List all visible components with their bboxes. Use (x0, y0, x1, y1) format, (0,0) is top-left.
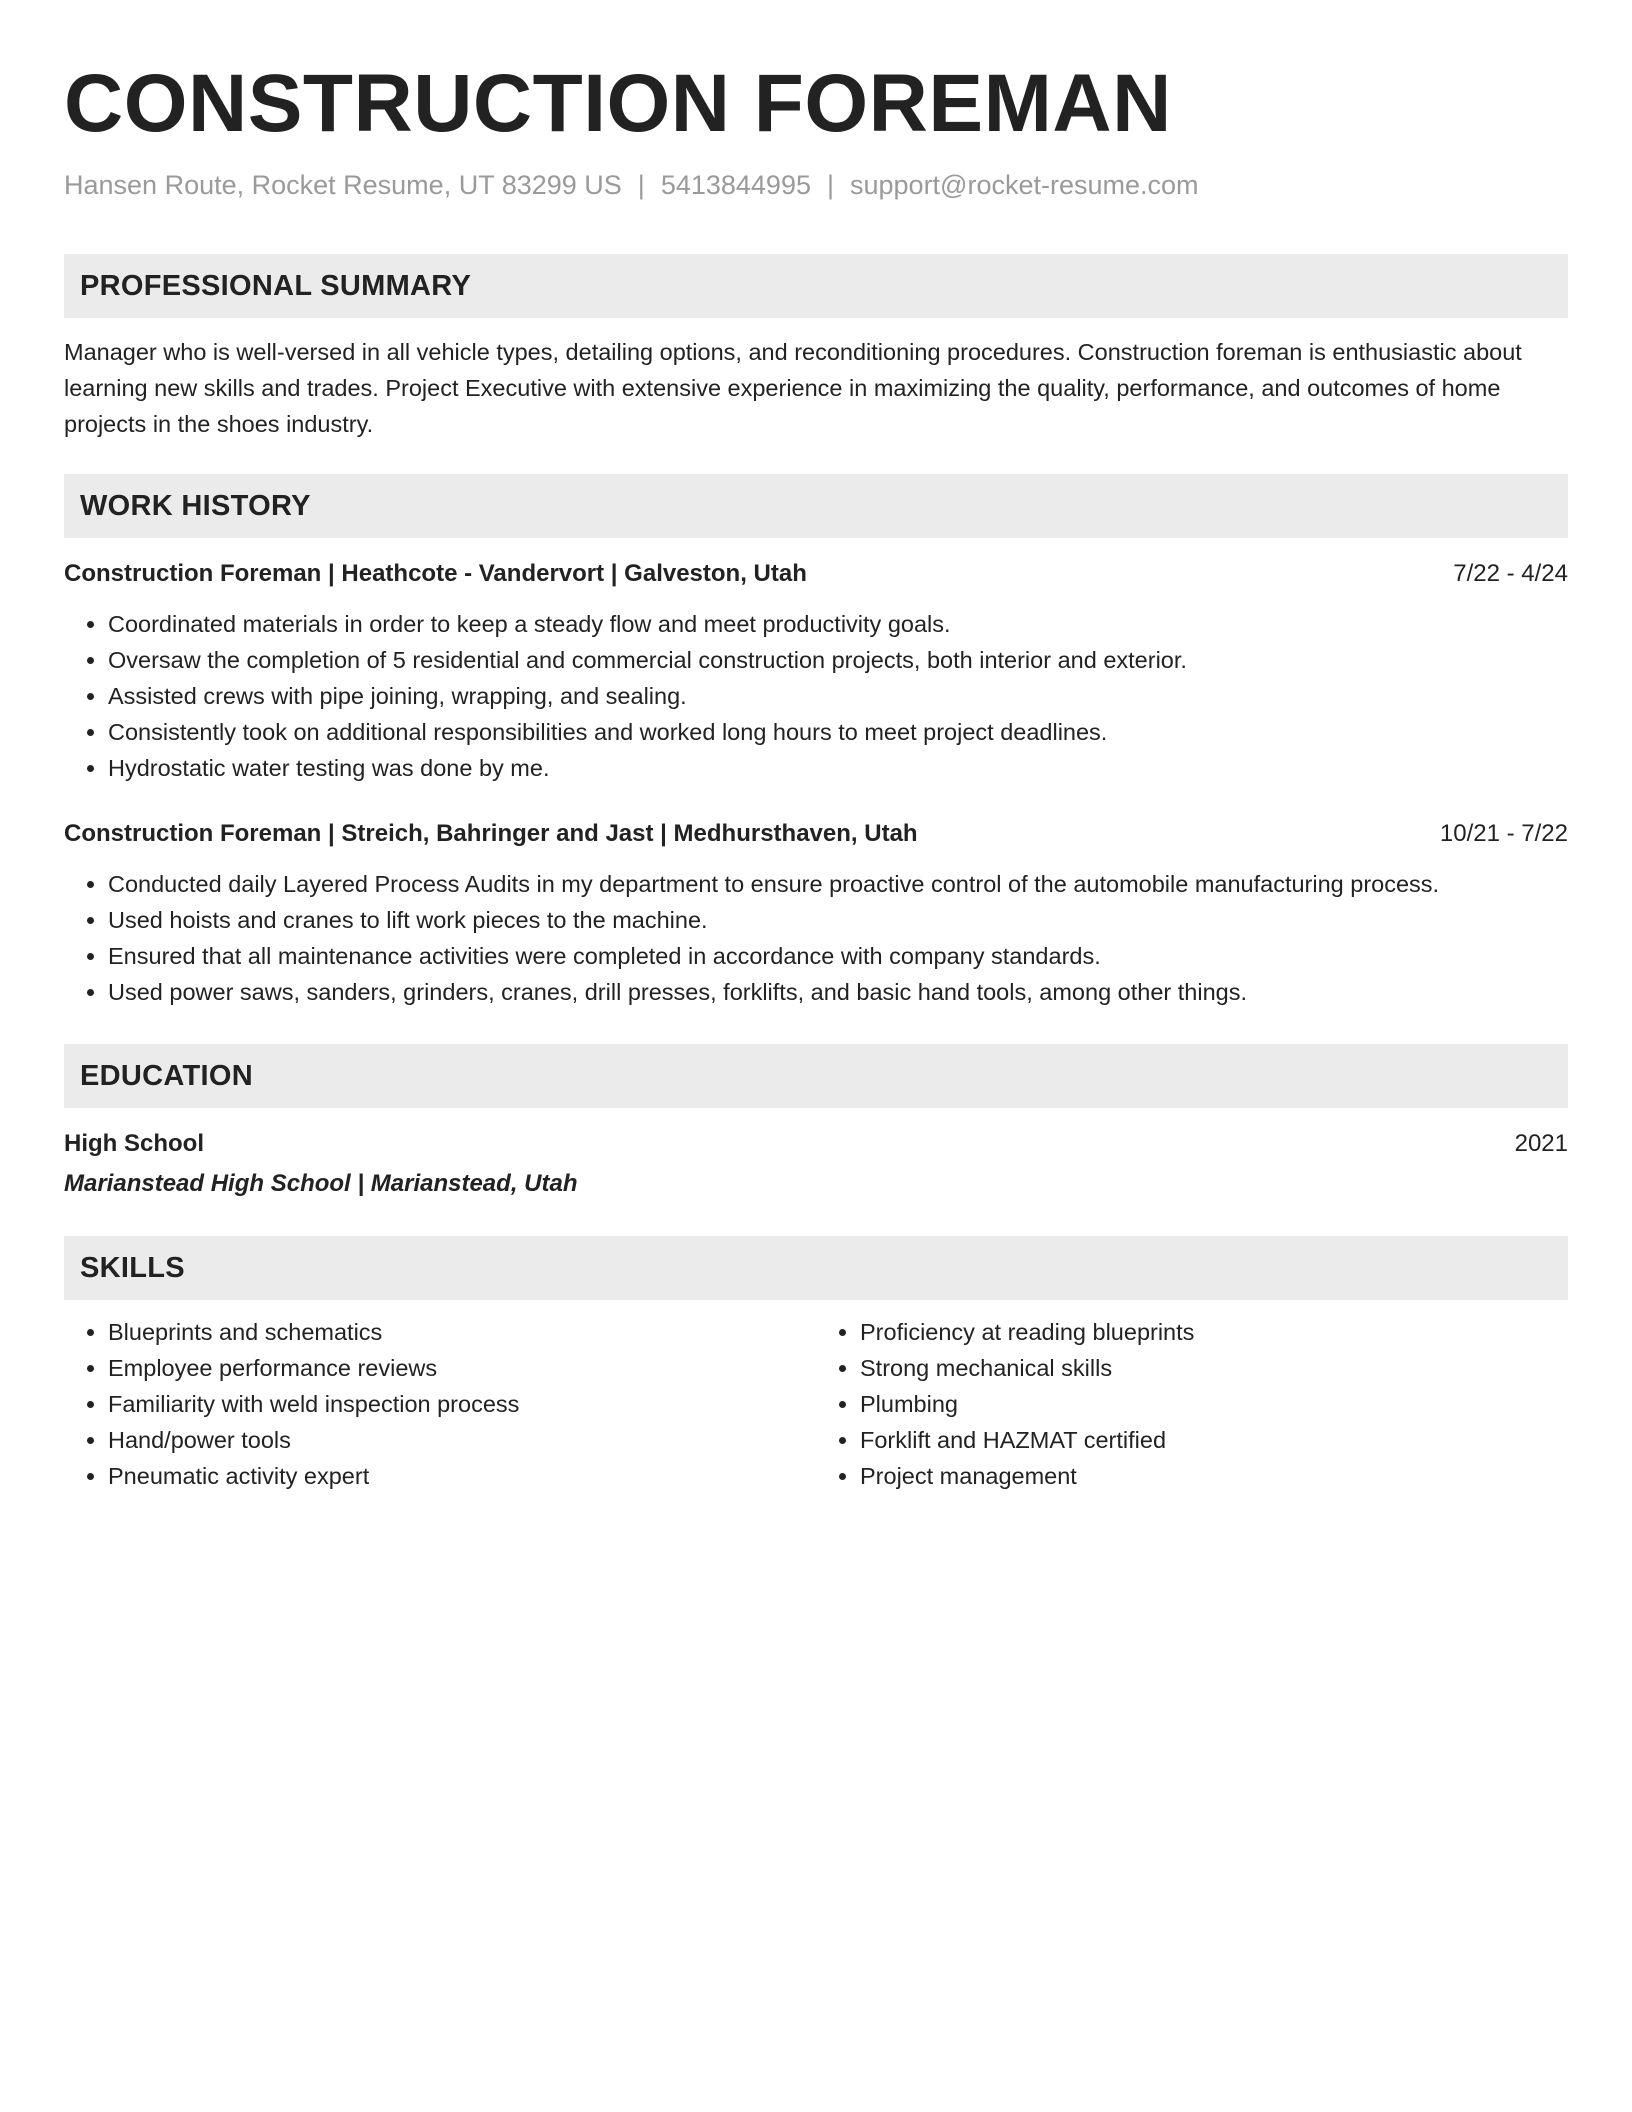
job-entry (64, 556, 1568, 786)
skills-grid (64, 1314, 1568, 1494)
contact-separator: | (637, 170, 645, 200)
job-bullet: • Ensured that all maintenance activities were completed in accordance with company standards. (108, 938, 1568, 974)
job-bullet: • Oversaw the completion of 5 residential and commercial construction projects, both interior and exterior. (108, 642, 1568, 678)
section-header-skills: SKILLS (64, 1236, 1568, 1300)
job-dates: 7/22 - 4/24 (1453, 560, 1568, 587)
skills-column-right (816, 1314, 1568, 1494)
job-header (64, 816, 1568, 852)
job-title: Construction Foreman | Heathcote - Vandervort | Galveston, Utah (64, 560, 807, 587)
education-entry (64, 1126, 1568, 1162)
skill-item: • Blueprints and schematics (108, 1314, 816, 1350)
candidate-name: CONSTRUCTION FOREMAN (64, 58, 1172, 149)
skill-item: • Familiarity with weld inspection process (108, 1386, 816, 1422)
job-bullet: • Conducted daily Layered Process Audits in my department to ensure proactive control of the automobile manufacturing process. (108, 866, 1568, 902)
skill-item: • Proficiency at reading blueprints (860, 1314, 1568, 1350)
job-title: Construction Foreman | Streich, Bahringer and Jast | Medhursthaven, Utah (64, 820, 918, 847)
section-header-education: EDUCATION (64, 1044, 1568, 1108)
contact-phone: 5413844995 (660, 170, 811, 200)
education-year: 2021 (1514, 1130, 1568, 1157)
skills-list (816, 1314, 1568, 1494)
skill-item: • Plumbing (860, 1386, 1568, 1422)
skill-item: • Hand/power tools (108, 1422, 816, 1458)
education-degree: High School (64, 1130, 204, 1157)
job-bullet: • Coordinated materials in order to keep a steady flow and meet productivity goals. (108, 606, 1568, 642)
job-bullet: • Used power saws, sanders, grinders, cranes, drill presses, forklifts, and basic hand tools, among other things. (108, 974, 1568, 1010)
contact-line (64, 168, 1568, 202)
contact-email: support@rocket-resume.com (850, 170, 1199, 200)
job-bullet: • Used hoists and cranes to lift work pieces to the machine. (108, 902, 1568, 938)
job-entry (64, 816, 1568, 1010)
skill-item: • Forklift and HAZMAT certified (860, 1422, 1568, 1458)
job-bullet: • Hydrostatic water testing was done by me. (108, 750, 1568, 786)
skill-item: • Strong mechanical skills (860, 1350, 1568, 1386)
job-bullet-list (64, 606, 1568, 786)
skill-item: • Project management (860, 1458, 1568, 1494)
section-header-work-history: WORK HISTORY (64, 474, 1568, 538)
skill-item: • Pneumatic activity expert (108, 1458, 816, 1494)
summary-text: Manager who is well-versed in all vehicle types, detailing options, and reconditioning procedures. Construction foreman is enthusiastic about learning new skills and trades. Project Executive with extensive experience in maximizing the quality, performance, and outcomes of home projects in the shoes industry. (64, 339, 1522, 437)
job-header (64, 556, 1568, 592)
skill-item: • Employee performance reviews (108, 1350, 816, 1386)
section-header-summary: PROFESSIONAL SUMMARY (64, 254, 1568, 318)
education-school: Marianstead High School | Marianstead, Utah (64, 1170, 578, 1197)
job-dates: 10/21 - 7/22 (1439, 820, 1568, 847)
job-bullet: • Assisted crews with pipe joining, wrapping, and sealing. (108, 678, 1568, 714)
skills-column-left (64, 1314, 816, 1494)
skills-list (64, 1314, 816, 1494)
contact-separator: | (826, 170, 834, 200)
contact-address: Hansen Route, Rocket Resume, UT 83299 US (64, 170, 622, 200)
job-bullet-list (64, 866, 1568, 1010)
job-bullet: • Consistently took on additional responsibilities and worked long hours to meet project deadlines. (108, 714, 1568, 750)
